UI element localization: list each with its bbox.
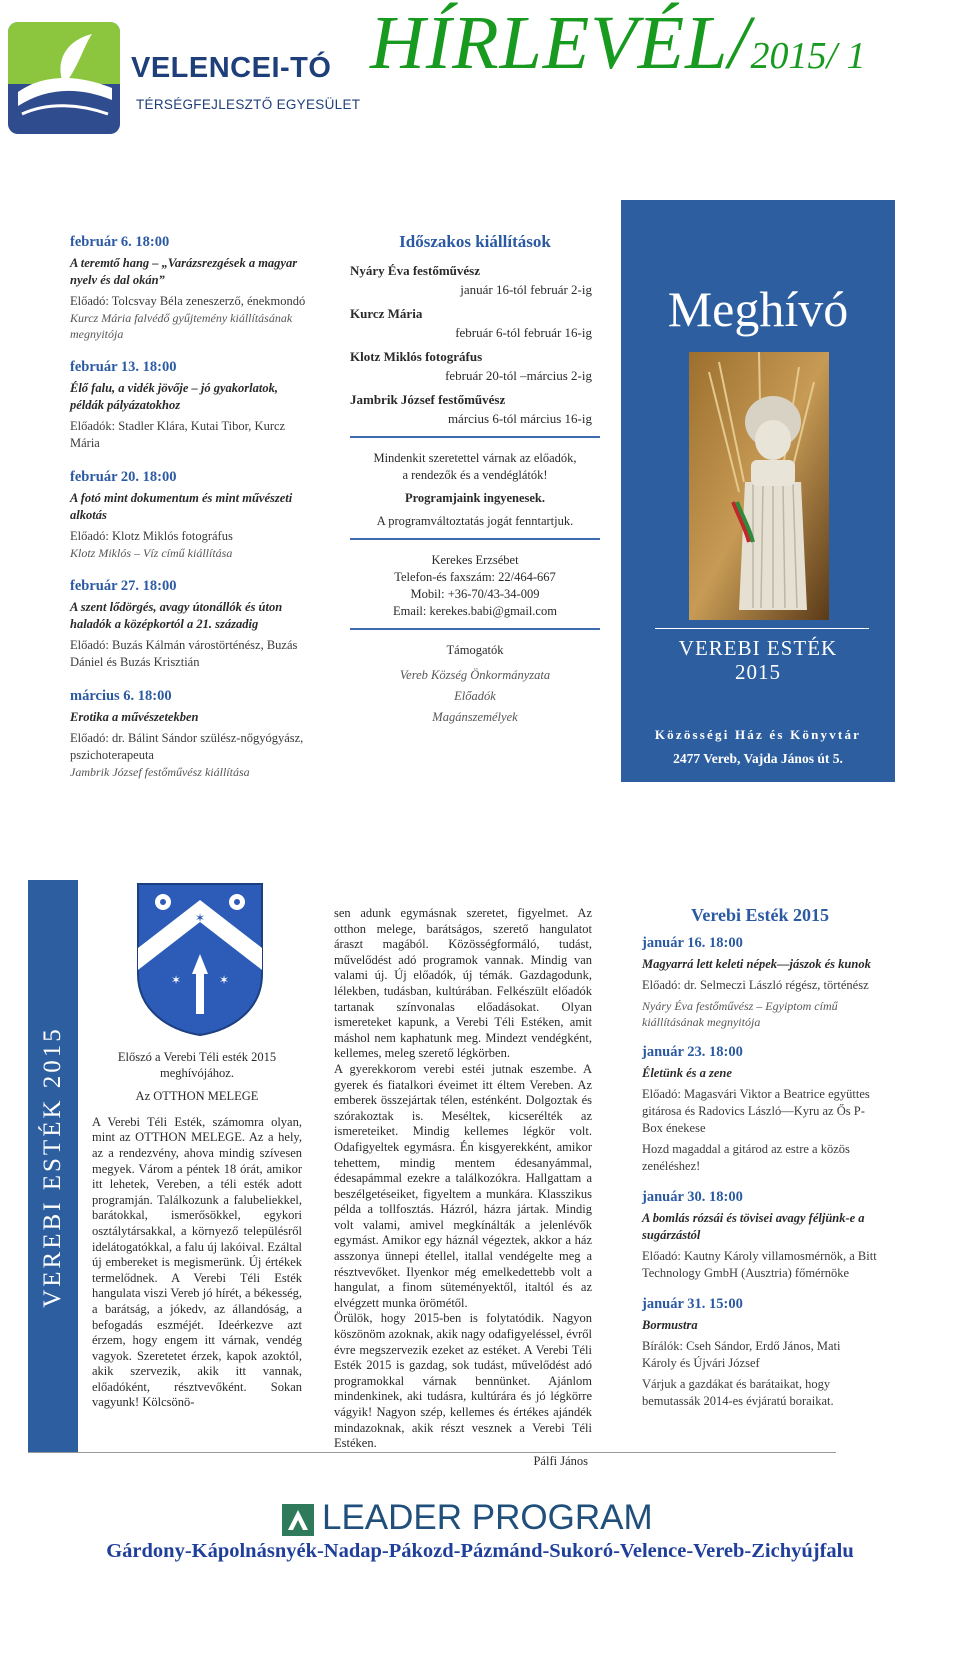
event-topic: Magyarrá lett keleti népek—jászok és kunok bbox=[642, 957, 871, 971]
welcome-line: Mindenkit szeretettel várnak az előadók, bbox=[373, 451, 577, 465]
exhibition-dates: február 6-tól február 16-ig bbox=[455, 325, 592, 340]
foreword-subtitle: Az OTTHON MELEGE bbox=[135, 1089, 259, 1104]
event-speaker: Bírálók: Cseh Sándor, Erdő János, Mati Károly és Újvári József bbox=[642, 1339, 841, 1370]
leader-logo-icon bbox=[282, 1504, 314, 1536]
logo-subtitle: TÉRSÉGFEJLESZTŐ EGYESÜLET bbox=[136, 97, 361, 112]
event-speaker: Előadók: Stadler Klára, Kutai Tibor, Kurcz Mária bbox=[70, 419, 286, 450]
event-date: február 20. 18:00 bbox=[70, 469, 177, 485]
velence-lake-logo-icon bbox=[8, 22, 120, 134]
spine-title: VEREBI ESTÉK 2015 bbox=[39, 1025, 66, 1308]
event-extra: Várjuk a gazdákat és barátaikat, hogy bemutassák 2014-es évjáratú boraikat. bbox=[642, 1377, 834, 1408]
exhibition-item bbox=[350, 304, 600, 342]
event-date: február 27. 18:00 bbox=[70, 578, 177, 594]
foreword-text-cont: sen adunk egymásnak szeretet, figyelmet. Az otthon melege, barátságos, szerető hangulatot áraszt magából. Közösségformáló, tudást, művelődést adó programok vannak. Mindig van valami új. Új előadók, új témák. Gazdagodunk, lélekben, tudásban, kultúrában. Felkészült előadók tartanak színvonalas előadásokat. Olyan ismereteket kapunk, a Verebi Téli Estéken, amit máshol nem kaphatunk meg. Mindezt vendégként, kellemes, meleg szerető légkörben. bbox=[334, 906, 592, 1061]
foreword-signature: Pálfi János bbox=[533, 1453, 588, 1468]
event-speaker: Előadó: Magasvári Viktor a Beatrice együttes gitárosa és Radovics László—Kyru az Ős P-Box énekese bbox=[642, 1087, 870, 1135]
event-topic: Erotika a művészetekben bbox=[70, 710, 199, 724]
schedule-heading: Verebi Esték 2015 bbox=[690, 905, 829, 925]
free-programs-note: Programjaink ingyenesek. bbox=[404, 491, 546, 505]
supporter-item: Vereb Község Önkormányzata bbox=[399, 668, 551, 682]
exhibition-artist: Kurcz Mária bbox=[350, 306, 423, 321]
event-speaker: Előadó: Kautny Károly villamosmérnök, a Bitt Technology GmbH (Ausztria) főmérnöke bbox=[642, 1249, 877, 1280]
event-topic: Élő falu, a vidék jövője – jó gyakorlatok, példák pályázatokhoz bbox=[70, 381, 278, 412]
velencei-to-logo bbox=[8, 18, 361, 138]
exhibition-item bbox=[350, 390, 600, 428]
event-date: január 30. 18:00 bbox=[642, 1189, 743, 1205]
contact-name: Kerekes Erzsébet bbox=[431, 553, 519, 567]
event-note: Jambrik József festőművész kiállítása bbox=[70, 765, 250, 779]
event-item bbox=[70, 358, 310, 452]
event-topic: A szent lődörgés, avagy útonállók és úton haladók a középkortól a 21. századig bbox=[70, 600, 283, 631]
event-topic: A teremtő hang – „Varázsrezgések a magyar nyelv és dal okán” bbox=[70, 256, 298, 287]
event-item bbox=[642, 1043, 878, 1175]
event-speaker: Előadó: Klotz Miklós fotográfus bbox=[70, 529, 233, 543]
event-item bbox=[642, 1188, 878, 1282]
foreword-text-cont: Örülök, hogy 2015-ben is folytatódik. Nagyon köszönöm azoknak, akik nagy odafigyeléssel, évről évre megszervezik ezeket az estéket. A Verebi Téli Esték 2015 is gazdag, sok tudást, művelődést adó programokkal várnak bennünket. Ajánlom mindenkinek, aki tudásra, kultúrára és jó légkörre vágyik! Nagyon szép, kellemes és értékes ajándék mindazoknak, akik részt vesznek a Verebi Téli Estéken. bbox=[334, 1311, 592, 1451]
event-item bbox=[642, 1295, 878, 1410]
event-speaker: Előadó: dr. Selmeczi László régész, történész bbox=[642, 978, 869, 992]
event-item bbox=[642, 934, 878, 1030]
vereb-coat-of-arms-icon bbox=[136, 882, 264, 1037]
event-speaker: Előadó: Tolcsvay Béla zeneszerző, énekmondó bbox=[70, 294, 306, 308]
svg-text:✶: ✶ bbox=[218, 973, 230, 987]
event-speaker: Előadó: dr. Bálint Sándor szülész-nőgyógyász, pszichoterapeuta bbox=[70, 731, 304, 762]
foreword-text-cont: A gyerekkorom verebi estéi jutnak eszembe. A gyerek és fiatalkori éveimet itt éltem Vereben. Az emberek összejártak télen, esténként. Dolgoztak és szórakoztak is. Meséltek, kicserélték az ismereteiket. Mindig kellemes légkör volt. Odafigyeltek egymásra. Én kisgyerekként, amikor tehettem, mindig mentem édesanyámmal, édesapámmal ezekre a találkozókra. Hallgattam a beszélgetéseiket, figyeltem a munkára. Klasszikus példa a tollfosztás. Házról, házra jártak. Mindig volt valami, amivel megkínálták a jelenlévők egymást. Amikor egy háznál végeztek, akkor a ház asszonya ünnepi étellel, itallal vendégelte meg a résztvevőket. Ilyenkor még emelkedettebb volt a hangulat, a finom süteményektől, italtól és az elvégzett munka örömétől. bbox=[334, 1061, 592, 1310]
leader-program-logo bbox=[282, 1500, 702, 1540]
event-date: január 23. 18:00 bbox=[642, 1044, 743, 1060]
cover-venue: Közösségi Ház és Könyvtár bbox=[654, 727, 862, 742]
exhibitions-heading: Időszakos kiállítások bbox=[399, 232, 551, 251]
supporter-item: Előadók bbox=[454, 689, 496, 703]
event-speaker: Előadó: Buzás Kálmán várostörténész, Buzás Dániel és Buzás Krisztián bbox=[70, 638, 298, 669]
divider bbox=[350, 628, 600, 630]
exhibition-artist: Klotz Miklós fotográfus bbox=[350, 349, 483, 364]
exhibition-artist: Nyáry Éva festőművész bbox=[350, 263, 480, 278]
spine-banner bbox=[28, 880, 78, 1453]
event-note: Nyáry Éva festőművész – Egyiptom című kiállításának megnyitója bbox=[642, 999, 838, 1029]
invitation-cover bbox=[621, 200, 895, 782]
newsletter-title bbox=[370, 0, 955, 87]
contact-email[interactable]: Email: kerekes.babi@gmail.com bbox=[393, 604, 557, 618]
exhibition-item bbox=[350, 347, 600, 385]
logo-name: VELENCEI-TÓ bbox=[131, 52, 332, 84]
event-date: január 31. 15:00 bbox=[642, 1296, 743, 1312]
cover-title: Meghívó bbox=[667, 281, 849, 337]
svg-text:✶: ✶ bbox=[170, 973, 182, 987]
foreword-title: Előszó a Verebi Téli esték 2015 bbox=[117, 1050, 277, 1064]
member-towns: Gárdony-Kápolnásnyék-Nadap-Pákozd-Pázmánd-Sukoró-Velence-Vereb-Zichyújfalu bbox=[106, 1540, 854, 1562]
newsletter-title-main: HÍRLEVÉL/ bbox=[370, 1, 751, 85]
january-program-list bbox=[642, 906, 878, 1423]
change-reserved-note: A programváltoztatás jogát fenntartjuk. bbox=[376, 514, 574, 528]
exhibition-item bbox=[350, 261, 600, 299]
cover-divider bbox=[655, 628, 869, 629]
event-date: január 16. 18:00 bbox=[642, 935, 743, 951]
exhibition-dates: január 16-tól február 2-ig bbox=[460, 282, 592, 297]
event-item bbox=[70, 687, 310, 780]
event-topic: Bormustra bbox=[642, 1318, 698, 1332]
event-date: március 6. 18:00 bbox=[70, 688, 172, 704]
foreword-column bbox=[92, 1050, 302, 1411]
wheat-doll-photo bbox=[689, 352, 829, 620]
event-date: február 13. 18:00 bbox=[70, 359, 177, 375]
event-topic: Életünk és a zene bbox=[642, 1066, 732, 1080]
divider bbox=[350, 436, 600, 438]
event-note: Klotz Miklós – Víz című kiállítása bbox=[70, 546, 233, 560]
foreword-title-cont: meghívójához. bbox=[160, 1065, 234, 1080]
leader-program-text: LEADER PROGRAM bbox=[322, 1498, 653, 1537]
newsletter-issue: 2015/ 1 bbox=[750, 35, 866, 77]
supporter-item: Magánszemélyek bbox=[432, 710, 518, 724]
exhibition-dates: február 20-tól –március 2-ig bbox=[445, 368, 592, 383]
cover-address: 2477 Vereb, Vajda János út 5. bbox=[673, 751, 843, 766]
welcome-line: a rendezők és a vendéglátók! bbox=[402, 468, 548, 482]
divider bbox=[350, 538, 600, 540]
exhibitions-column bbox=[350, 233, 600, 726]
supporters-heading: Támogatók bbox=[446, 643, 504, 657]
exhibition-artist: Jambrik József festőművész bbox=[350, 392, 506, 407]
event-item bbox=[70, 468, 310, 561]
event-topic: A fotó mint dokumentum és mint művészeti alkotás bbox=[70, 491, 293, 522]
page-bottom-rule bbox=[28, 1452, 836, 1453]
event-topic: A bomlás rózsái és tövisei avagy féljünk-e a sugárzástól bbox=[642, 1211, 865, 1242]
event-note: Kurcz Mária falvédő gyűjtemény kiállításának megnyitója bbox=[70, 311, 293, 341]
cover-series-year: 2015 bbox=[735, 660, 781, 684]
contact-mobile: Mobil: +36-70/43-34-009 bbox=[410, 587, 540, 601]
exhibition-dates: március 6-tól március 16-ig bbox=[447, 411, 592, 426]
event-extra: Hozd magaddal a gitárod az estre a közös zenéléshez! bbox=[642, 1142, 850, 1173]
svg-text:✶: ✶ bbox=[194, 911, 206, 925]
february-program-list bbox=[70, 233, 310, 796]
event-item bbox=[70, 233, 310, 342]
contact-phone: Telefon-és faxszám: 22/464-667 bbox=[394, 570, 556, 584]
foreword-text: A Verebi Téli Esték, számomra olyan, mint az OTTHON MELEGE. Az a hely, az a rendezvény, ahova mindig szívesen megyek. Várom a péntek 18 órát, amikor itt lehetek, Vereben, a téli esték adott programján. Találkozunk a falubeliekkel, barátokkal, ismerősökkel, egykori osztálytársakkal, a környező településről idelátogatókkal, a falu új lakóival. Ezáltal új embereket is megismerünk. Új értékek termelődnek. A Verebi Téli Esték hangulata viszi Vereb jó hírét, a békesség, a barátság, a jókedv, az állandóság, a befogadás eszméjét. Ideérkezve azt érzem, hogy engem itt várnak, vendég vagyok. Szeretetet érzek, kapok azoktól, akik szervezik, akik itt vannak, előadóként, résztvevőként. Sokan vagyunk! Kölcsönö- bbox=[92, 1114, 302, 1410]
foreword-continued-column bbox=[334, 906, 592, 1469]
cover-series-name: VEREBI ESTÉK bbox=[678, 636, 838, 660]
event-date: február 6. 18:00 bbox=[70, 234, 170, 250]
event-item bbox=[70, 577, 310, 671]
